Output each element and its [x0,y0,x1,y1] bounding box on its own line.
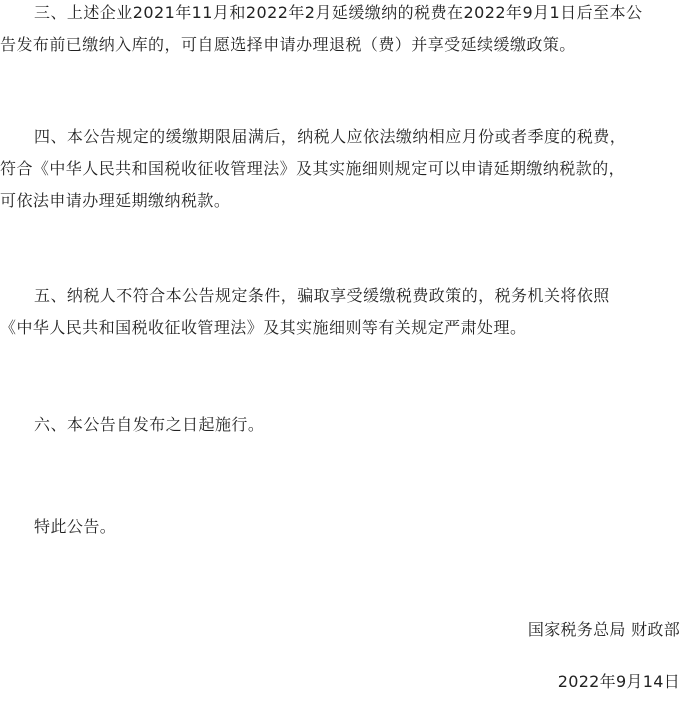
paragraph-line: 《中华人民共和国税收征收管理法》及其实施细则等有关规定严肃处理。 [0,318,527,337]
paragraph-line: 特此公告。 [34,517,117,536]
paragraph-six [0,409,694,441]
closing-statement [0,511,694,543]
paragraph-three [0,0,694,61]
issuing-authority: 国家税务总局 财政部 [527,620,680,639]
paragraph-line: 五、纳税人不符合本公告规定条件，骗取享受缓缴税费政策的，税务机关将依照 [34,286,610,305]
paragraph-line: 六、本公告自发布之日起施行。 [34,415,265,434]
paragraph-four [0,121,694,217]
paragraph-five [0,280,694,344]
issue-date: 2022年9月14日 [557,672,680,691]
paragraph-line: 符合《中华人民共和国税收征收管理法》及其实施细则规定可以申请延期缴纳税款的， [0,159,626,178]
paragraph-line: 可依法申请办理延期缴纳税款。 [0,191,231,210]
paragraph-line: 四、本公告规定的缓缴期限届满后，纳税人应依法缴纳相应月份或者季度的税费， [34,127,627,146]
paragraph-line: 告发布前已缴纳入库的，可自愿选择申请办理退税（费）并享受延续缓缴政策。 [0,35,576,54]
paragraph-line: 三、上述企业2021年11月和2022年2月延缓缴纳的税费在2022年9月1日后至本公 [34,3,643,22]
